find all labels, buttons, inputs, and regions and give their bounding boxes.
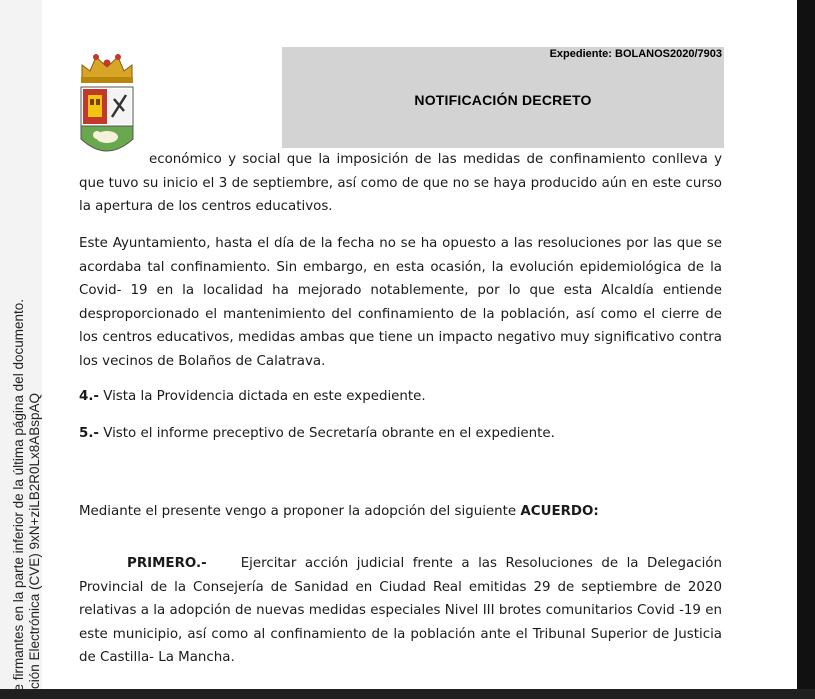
coat-of-arms-logo [76, 51, 138, 163]
acuerdo-label: ACUERDO: [520, 504, 599, 519]
primero-line-5: de Castilla- La Mancha. [79, 650, 235, 665]
item-4-number: 4.- [79, 389, 99, 404]
primero-line-4: este municipio, así como al confinamiento de la población ante el Tribunal Superior de Justicia [79, 626, 722, 642]
proposal-text: Mediante el presente vengo a proponer la adopción del siguiente [79, 504, 521, 519]
primero-line-2: Provincial de la Consejería de Sanidad en Ciudad Real emitidas 29 de septiembre de 2020 [79, 579, 722, 595]
left-margin [0, 0, 42, 699]
p1-line-2: que tuvo su inicio el 3 de septiembre, así como de que no se haya producido aún en este curso [79, 175, 722, 191]
primero-paragraph [79, 552, 722, 670]
document-title: NOTIFICACIÓN DECRETO [414, 92, 592, 108]
header-box [282, 47, 724, 148]
expediente-label: Expediente: BOLANOS2020/7903 [549, 48, 722, 60]
p2-line-3: Covid- 19 en la localidad ha mejorado notablemente, por lo que esta Alcaldía entiende [79, 283, 722, 298]
right-edge [797, 0, 815, 689]
p2-line-6: los vecinos de Bolaños de Calatrava. [79, 353, 326, 369]
item-5-text: Visto el informe preceptivo de Secretaría obrante en el expediente. [98, 426, 555, 441]
primero-label: PRIMERO.- [127, 556, 207, 571]
item-4-text: Vista la Providencia dictada en este expediente. [98, 389, 426, 404]
cve-side-note: de firmantes en la parte inferior de la última página del documento. [11, 299, 26, 699]
item-4 [79, 385, 722, 409]
p1-line-1: económico y social que la imposición de las medidas de confinamiento conlleva y [149, 152, 722, 167]
proposal-paragraph [79, 500, 722, 524]
primero-line-3: relativas a la adopción de nuevas medidas especiales Nivel III brotes comunitarios Covid -19 en [79, 603, 722, 618]
p1-line-3: la apertura de los centros educativos. [79, 199, 333, 214]
p2-line-2: acordaba tal confinamiento. Sin embargo, en esta ocasión, la evolución epidemiológica de la [79, 259, 722, 275]
p2-line-1: Este Ayuntamiento, hasta el día de la fecha no se ha opuesto a las resoluciones por las que se [79, 236, 722, 251]
p2-line-5: los centros educativos, medidas ambas que tiene un impacto negativo muy significativo contra [79, 330, 722, 345]
primero-first-line: Ejercitar acción judicial frente a las Resoluciones de la Delegación [240, 556, 722, 571]
item-5-number: 5.- [79, 426, 99, 441]
cve-code-side-note: ción Electrónica (CVE) 9xN+ziLB2R0Lx8ABspAQ [27, 392, 42, 689]
paragraph-1 [79, 148, 722, 219]
paragraph-2 [79, 232, 722, 373]
p2-line-4: desproporcionado el mantenimiento del confinamiento de la población, así como el cierre de [79, 306, 722, 322]
item-5 [79, 422, 722, 446]
